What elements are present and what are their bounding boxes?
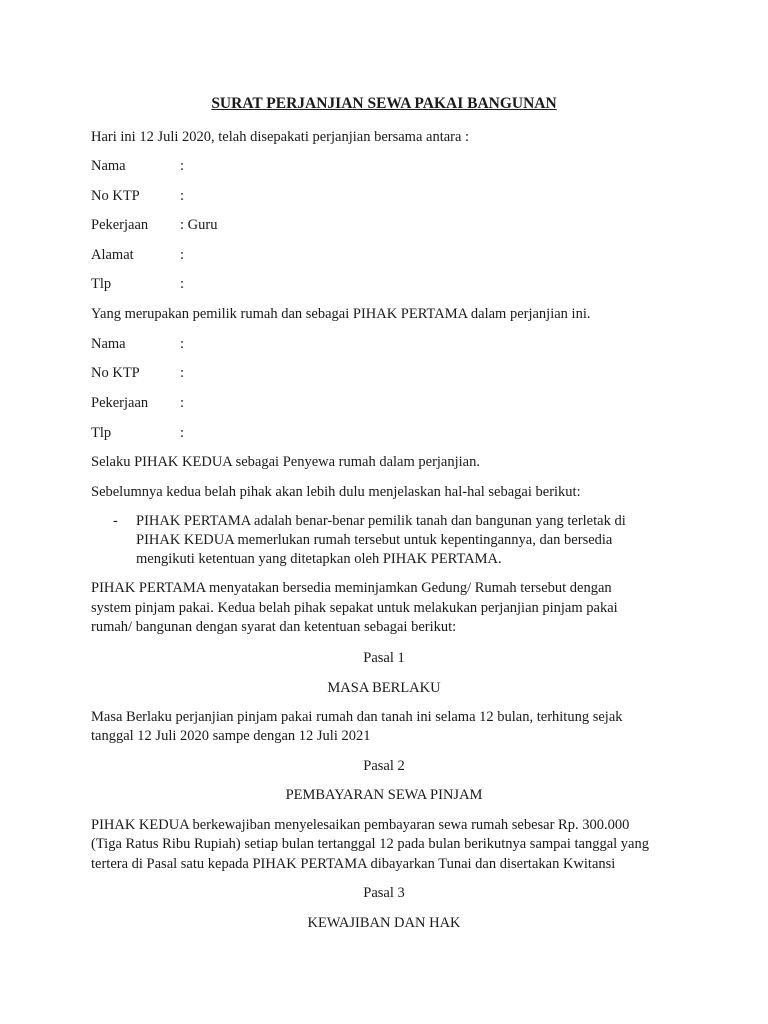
pasal3-number: Pasal 3 — [363, 885, 405, 901]
pasal1-heading: MASA BERLAKU — [327, 680, 441, 696]
party1-address-label: Alamat — [91, 247, 134, 263]
party2-phone-label: Tlp — [91, 425, 112, 441]
statement-line-2: system pinjam pakai. Kedua belah pihak sepakat untuk melakukan perjanjian pinjam pakai — [91, 600, 618, 616]
party2-ktp-value: : — [180, 365, 185, 381]
party2-role-text: Selaku PIHAK KEDUA sebagai Penyewa rumah dalam perjanjian. — [91, 454, 480, 470]
party1-phone-value: : — [180, 276, 185, 292]
party2-phone-value: : — [180, 425, 185, 441]
pasal1-number: Pasal 1 — [363, 650, 405, 666]
party2-name-label: Nama — [91, 336, 126, 352]
party1-ktp-value: : — [180, 188, 185, 204]
bullet-line-1: PIHAK PERTAMA adalah benar-benar pemilik tanah dan bangunan yang terletak di — [136, 513, 626, 529]
party1-address-value: : — [180, 247, 185, 263]
party1-role-text: Yang merupakan pemilik rumah dan sebagai PIHAK PERTAMA dalam perjanjian ini. — [91, 306, 591, 322]
party1-name-label: Nama — [91, 158, 126, 174]
pasal1-line-1: Masa Berlaku perjanjian pinjam pakai rumah dan tanah ini selama 12 bulan, terhitung sejak — [91, 709, 623, 725]
pasal2-number: Pasal 2 — [363, 758, 405, 774]
party1-phone-label: Tlp — [91, 276, 112, 292]
pasal1-line-2: tanggal 12 Juli 2020 sampe dengan 12 Juli 2021 — [91, 728, 371, 744]
party2-name-value: : — [180, 336, 185, 352]
pasal2-line-1: PIHAK KEDUA berkewajiban menyelesaikan pembayaran sewa rumah sebesar Rp. 300.000 — [91, 817, 630, 833]
party2-job-value: : — [180, 395, 185, 411]
party1-ktp-label: No KTP — [91, 188, 140, 204]
bullet-marker: - — [113, 513, 118, 529]
bullet-line-3: mengikuti ketentuan yang ditetapkan oleh PIHAK PERTAMA. — [136, 551, 502, 567]
party1-job-value: : Guru — [180, 217, 218, 233]
party2-ktp-label: No KTP — [91, 365, 140, 381]
party1-name-value: : — [180, 158, 185, 174]
intro-text: Hari ini 12 Juli 2020, telah disepakati perjanjian bersama antara : — [91, 129, 470, 145]
pasal2-line-3: tertera di Pasal satu kepada PIHAK PERTAMA dibayarkan Tunai dan disertakan Kwitansi — [91, 856, 616, 872]
statement-line-3: rumah/ bangunan dengan syarat dan ketentuan sebagai berikut: — [91, 619, 457, 635]
party2-job-label: Pekerjaan — [91, 395, 149, 411]
bullet-line-2: PIHAK KEDUA memerlukan rumah tersebut untuk kepentingannya, dan bersedia — [136, 532, 613, 548]
statement-line-1: PIHAK PERTAMA menyatakan bersedia meminjamkan Gedung/ Rumah tersebut dengan — [91, 580, 612, 596]
pasal2-line-2: (Tiga Ratus Ribu Rupiah) setiap bulan tertanggal 12 pada bulan berikutnya sampai tanggal yang — [91, 836, 649, 852]
pasal3-heading: KEWAJIBAN DAN HAK — [307, 915, 461, 931]
preamble-text: Sebelumnya kedua belah pihak akan lebih dulu menjelaskan hal-hal sebagai berikut: — [91, 484, 581, 500]
party1-job-label: Pekerjaan — [91, 217, 149, 233]
document-title: SURAT PERJANJIAN SEWA PAKAI BANGUNAN — [211, 95, 557, 112]
pasal2-heading: PEMBAYARAN SEWA PINJAM — [285, 787, 483, 803]
